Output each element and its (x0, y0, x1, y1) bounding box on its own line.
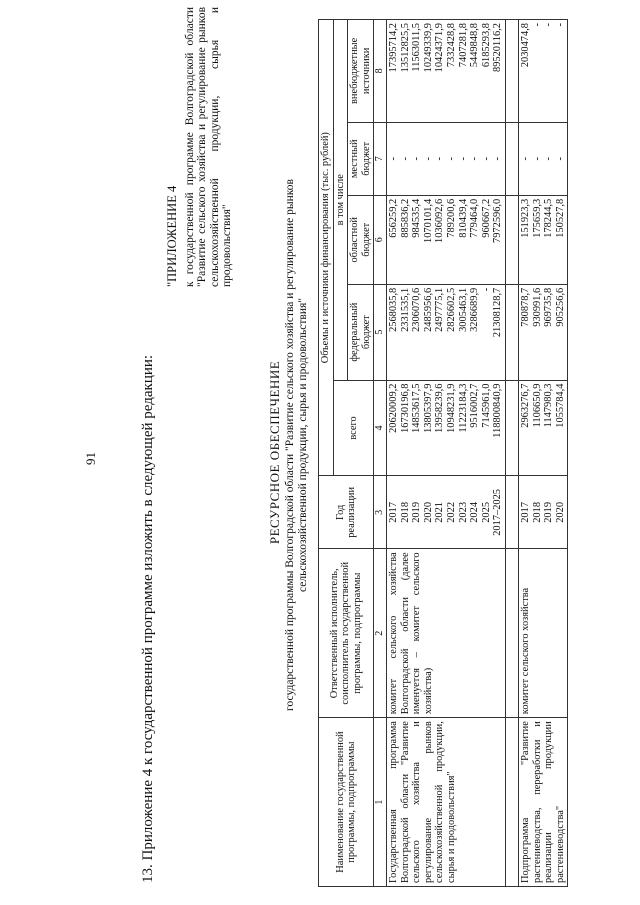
page-number: 91 (83, 452, 98, 465)
program-local: - - - - - - - - - - (386, 122, 505, 195)
subprogram-regional: 151923,3 175659,3 178244,5 150527,8 (518, 195, 567, 284)
column-number: 6 (374, 195, 387, 284)
table-row-program (386, 20, 505, 887)
document-title: РЕСУРСНОЕ ОБЕСПЕЧЕНИЕ (267, 360, 282, 545)
column-number: 4 (374, 380, 387, 476)
subprogram-years: 2017 2018 2019 2020 (518, 476, 567, 549)
program-offbudget: 17395714,2 13512825,5 11563011,5 10249339,9 10424371,9 7332428,8 7407281,8 5449848,8 6185293,8 89520116,2 (386, 20, 505, 123)
subprogram-federal: 780878,7 930991,6 969735,8 905256,6 (518, 284, 567, 380)
column-number: 7 (374, 122, 387, 195)
column-number: 5 (374, 284, 387, 380)
header-federal: федеральный бюджет (348, 284, 374, 380)
column-number: 8 (374, 20, 387, 123)
program-total: 20620009,2 16730196,8 14853617,5 13805397,9 13958239,6 10948231,9 11223184,3 9516002,7 7145961,0 118800840,9 (386, 380, 505, 476)
header-offbudget: внебюджетные источники (348, 20, 374, 123)
appendix-title: "ПРИЛОЖЕНИЕ 4 (165, 185, 179, 287)
document-subtitle: государственной программы Волгоградской области "Развитие сельского хозяйства и регулирование рынков сельскохозяйственной продукции, сырья и продовольствия" (284, 179, 309, 711)
header-year: Год реализации (319, 476, 374, 549)
header-name: Наименование государственной программы, подпрограммы (319, 718, 374, 887)
header-total: всего (333, 380, 374, 476)
column-number: 3 (374, 476, 387, 549)
program-regional: 656259,2 885836,2 984535,4 1070101,4 1036092,6 789200,6 810439,4 779464,0 960667,2 7972596,0 (386, 195, 505, 284)
subprogram-name: Подпрограмма "Развитие растениеводства, переработки и реализации продукции растениеводства" (518, 718, 567, 887)
subprogram-local: - - - - (518, 122, 567, 195)
subprogram-total: 2963276,7 1106650,9 1147980,3 1055784,4 (518, 380, 567, 476)
subprogram-offbudget: 2030474,8 - - - (518, 20, 567, 123)
column-number: 1 (374, 718, 387, 887)
column-number: 2 (374, 549, 387, 718)
program-years: 2017 2018 2019 2020 2021 2022 2023 2024 2025 2017–2025 (386, 476, 505, 549)
program-executor: комитет сельского хозяйства Волгоградской области (далее именуется – комитет сельского хозяйства) (386, 549, 505, 718)
subprogram-executor: комитет сельского хозяйства (518, 549, 567, 718)
amendment-heading: 13. Приложение 4 к государственной программе изложить в следующей редакции: (140, 354, 156, 883)
resource-table (318, 19, 568, 887)
header-executor: Ответственный исполнитель, соисполнитель государственной программы, подпрограммы (319, 549, 374, 718)
header-including: в том числе (333, 20, 348, 381)
program-name: Государственная программа Волгоградской области "Развитие сельского хозяйства и регулирование рынков сельскохозяйственной продукции, сырья и продовольствия" (386, 718, 505, 887)
appendix-reference: к государственной программе Волгоградской области "Развитие сельского хозяйства и регулирование рынков сельскохозяйственной продукции, сырья и продовольствия" (184, 7, 234, 287)
header-volumes: Объемы и источники финансирования (тыс. рублей) (319, 20, 334, 476)
header-regional: областной бюджет (348, 195, 374, 284)
program-federal: 2568035,8 2331535,1 2306070,6 2485956,6 2497775,1 2826602,5 3005463,1 3286689,9 - 21308128,7 (386, 284, 505, 380)
table-row-subprogram (518, 20, 567, 887)
header-local: местный бюджет (348, 122, 374, 195)
row-spacer (505, 20, 518, 887)
